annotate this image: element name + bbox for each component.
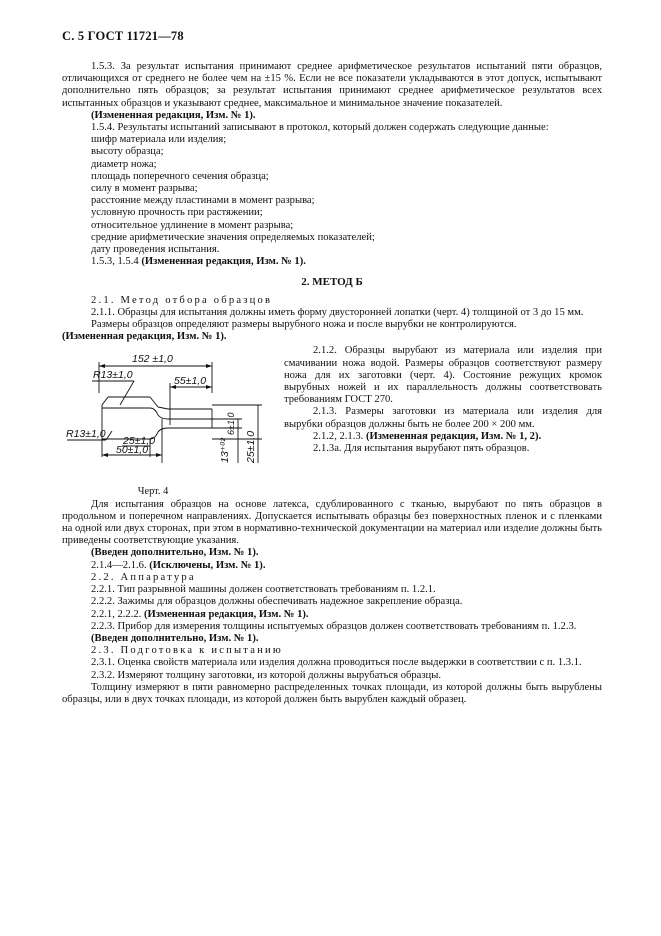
list-item: относительное удлинение в момент разрыва; bbox=[91, 219, 294, 231]
protocol-data-list bbox=[62, 134, 602, 256]
amendment-note: (Измененная редакция, Изм. № 1). bbox=[62, 331, 227, 343]
list-item: высоту образца; bbox=[91, 146, 164, 158]
amendment-text: (Измененная редакция, Изм. № 1, 2). bbox=[365, 430, 542, 442]
paragraph-2-3-2-b: Толщину измеряют в пяти равномерно распределенных точках площади, из которой должны быть вырублены образцы, или в двух точках площади, из которой должен быть вырублен каждый образец. bbox=[62, 681, 602, 705]
amendment-ref: 2.2.1, 2.2.2. bbox=[91, 608, 142, 620]
amendment-note bbox=[284, 431, 602, 443]
list-item: условную прочность при растяжении; bbox=[91, 207, 263, 219]
paragraph-1-5-4: 1.5.4. Результаты испытаний записывают в протокол, который должен содержать следующие данные: bbox=[91, 122, 549, 134]
dim-radius-top: R13±1,0 bbox=[93, 369, 133, 382]
amendment-ref: 2.1.2, 2.1.3. bbox=[313, 430, 364, 442]
dim-total-width: 13⁺⁰² bbox=[219, 438, 231, 464]
amendment-note: (Введен дополнительно, Изм. № 1). bbox=[91, 632, 259, 644]
subsection-title-2-3: 2.3. Подготовка к испытанию bbox=[91, 645, 284, 657]
subsection-title-2-1: 2.1. Метод отбора образцов bbox=[91, 294, 273, 306]
dim-narrow-length: 55±1,0 bbox=[174, 375, 207, 388]
paragraph-2-1-2: 2.1.2. Образцы вырубают из материала или изделия при смачивании ножа водой. Размеры образцов соответствуют размеру ножа для их заготовки (черт. 4). Состояние режущих кромок вырубных ножей и их параллельность должны соответствовать требованиям ГОСТ 270. bbox=[284, 345, 602, 406]
paragraph-2-1-1: 2.1.1. Образцы для испытания должны иметь форму двусторонней лопатки (черт. 4) толщиной от 3 до 15 мм. bbox=[91, 306, 584, 318]
figure-caption: Черт. 4 bbox=[137, 486, 169, 498]
list-item: силу в момент разрыва; bbox=[91, 183, 198, 195]
figure-side-text bbox=[284, 345, 602, 498]
paragraph-2-2-3: 2.2.3. Прибор для измерения толщины испытуемых образцов должен соответствовать требованиям п. 1.2.3. bbox=[91, 620, 577, 632]
paragraph-2-2-1: 2.2.1. Тип разрывной машины должен соответствовать требованиям п. 1.2.1. bbox=[91, 584, 436, 596]
list-item: средние арифметические значения определяемых показателей; bbox=[91, 231, 375, 243]
dim-radius-left: R13±1,0 bbox=[66, 428, 106, 441]
amendment-note bbox=[62, 256, 602, 268]
subsection-title-2-2: 2.2. Аппаратура bbox=[91, 571, 196, 583]
dim-end-length: 50±1,0 bbox=[116, 444, 149, 457]
amendment-text: (Измененная редакция, Изм. № 1). bbox=[141, 256, 306, 268]
specimen-drawing bbox=[62, 345, 284, 485]
dim-end-width: 25±1,0 bbox=[245, 431, 257, 464]
paragraph-1-5-3: 1.5.3. За результат испытания принимают среднее арифметическое результатов испытаний пяти образцов, отличающихся от среднего не более чем на ±15 %. Если не все показатели укладываются в этот допуск, испытывают дополнительно пять образцов; за результат испытания принимают среднее арифметическое результатов всех испытанных образцов и указывают среднее, максимальное и минимальное значение показателей. bbox=[62, 61, 602, 109]
document-body bbox=[62, 61, 602, 706]
amendment-note bbox=[62, 609, 602, 621]
dim-overall-length: 152 ±1,0 bbox=[132, 353, 173, 366]
amendment-note: (Измененная редакция, Изм. № 1). bbox=[91, 109, 256, 121]
amendment-note bbox=[62, 560, 602, 572]
amendment-note: (Введен дополнительно, Изм. № 1). bbox=[91, 547, 259, 559]
paragraph-2-3-1: 2.3.1. Оценка свойств материала или изделия должна проводиться после выдержки в соответствии с п. 1.3.1. bbox=[91, 657, 582, 669]
list-item: диаметр ножа; bbox=[91, 158, 157, 170]
paragraph-2-1-3: 2.1.3. Размеры заготовки из материала или изделия для вырубки образцов должны быть не более 200 × 200 мм. bbox=[284, 406, 602, 430]
figure-block bbox=[62, 345, 602, 498]
list-item: шифр материала или изделия; bbox=[91, 134, 227, 146]
list-item: дату проведения испытания. bbox=[91, 244, 220, 256]
paragraph-2-1-3a-cont: Для испытания образцов на основе латекса, сдублированного с тканью, вырубают по пять образцов в продольном и поперечном направлениях. Допускается испытывать образцы без поверхностных пленок и с пленками на одной или двух сторонах, при этом в нормативно-технической документации на материал или изделие должны быть приведены соответствующие указания. bbox=[62, 498, 602, 547]
paragraph-2-1-3a: 2.1.3а. Для испытания вырубают пять образцов. bbox=[313, 443, 530, 455]
amendment-text: (Исключены, Изм. № 1). bbox=[149, 559, 266, 571]
list-item: расстояние между пластинами в момент разрыва; bbox=[91, 195, 315, 207]
amendment-ref: 1.5.3, 1.5.4 bbox=[91, 256, 139, 268]
paragraph-2-1-1-b: Размеры образцов определяют размеры вырубного ножа и после вырубки не контролируются. bbox=[91, 319, 517, 331]
dim-narrow-width: 6±1,0 bbox=[226, 413, 236, 436]
amendment-text: (Измененная редакция, Изм. № 1). bbox=[143, 608, 309, 620]
list-item: площадь поперечного сечения образца; bbox=[91, 170, 269, 182]
page-header: С. 5 ГОСТ 11721—78 bbox=[62, 29, 184, 43]
paragraph-2-3-2: 2.3.2. Измеряют толщину заготовки, из которой должны вырубаться образцы. bbox=[91, 669, 441, 681]
amendment-ref: 2.1.4—2.1.6. bbox=[91, 559, 147, 571]
section-title: 2. МЕТОД Б bbox=[301, 276, 363, 289]
paragraph-2-2-2: 2.2.2. Зажимы для образцов должны обеспечивать надежное закрепление образца. bbox=[91, 596, 463, 608]
figure-4 bbox=[62, 345, 284, 498]
dim-tab-length: 25±1,0 bbox=[123, 435, 156, 448]
